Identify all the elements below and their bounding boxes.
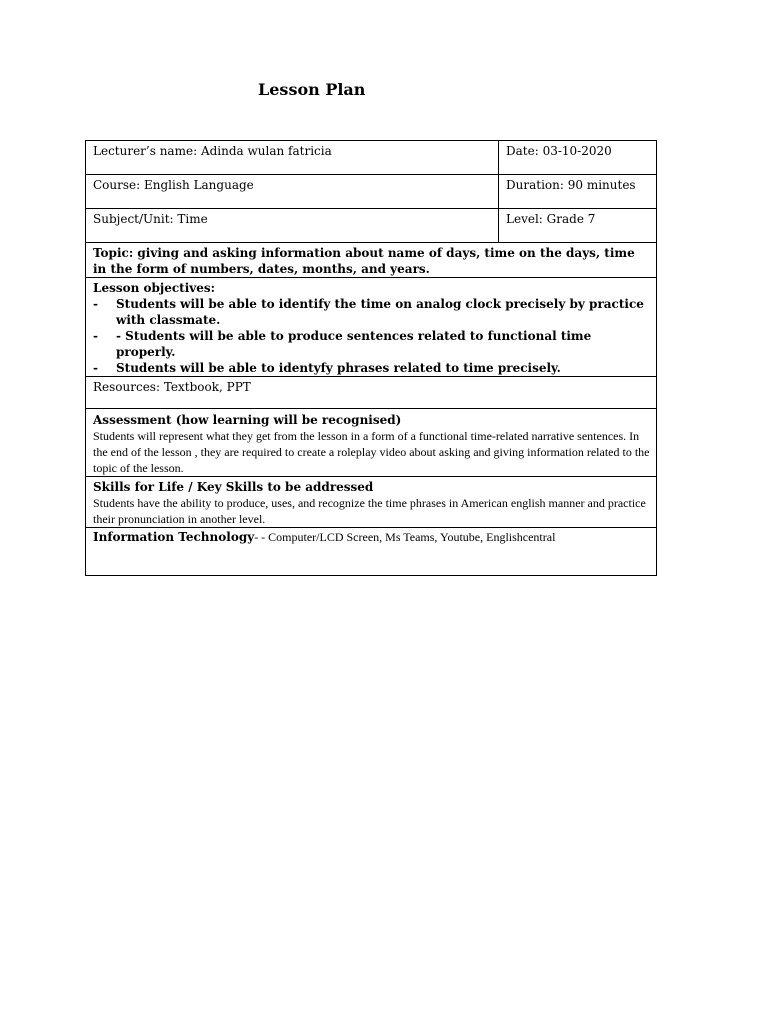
list-marker: - <box>93 329 98 343</box>
skills-text: Students have the ability to produce, uses, and recognize the time phrases in American english manner and practice their pronunciation in another level. <box>93 496 646 526</box>
table-row <box>86 528 657 576</box>
list-item <box>93 328 650 360</box>
objectives-label: Lesson objectives: <box>93 281 216 295</box>
assessment-cell <box>86 409 657 477</box>
date-cell <box>499 141 657 175</box>
subject-label: Subject/Unit: <box>93 212 174 226</box>
date-value: 03-10-2020 <box>542 144 612 158</box>
table-row <box>86 377 657 409</box>
objectives-list <box>93 296 650 376</box>
subject-value: Time <box>177 212 208 226</box>
topic-cell: Topic: giving and asking information about name of days, time on the days, time in the form of numbers, dates, months, and years. <box>86 243 657 278</box>
table-row <box>86 175 657 209</box>
subject-cell <box>86 209 499 243</box>
assessment-label: Assessment (how learning will be recognised) <box>93 413 402 427</box>
lecturer-label: Lecturer’s name: <box>93 144 198 158</box>
resources-cell <box>86 377 657 409</box>
date-label: Date: <box>506 144 539 158</box>
duration-label: Duration: <box>506 178 564 192</box>
resources-label: Resources: <box>93 380 161 394</box>
table-row <box>86 243 657 278</box>
resources-value: Textbook, PPT <box>163 380 251 394</box>
list-marker: - <box>93 297 98 311</box>
table-row <box>86 141 657 175</box>
page-title: Lesson Plan <box>258 80 366 99</box>
it-value: - - Computer/LCD Screen, Ms Teams, Youtube, Englishcentral <box>254 530 556 544</box>
objective-text: Students will be able to identify the time on analog clock precisely by practice with classmate. <box>116 297 644 327</box>
table-row <box>86 477 657 528</box>
course-cell <box>86 175 499 209</box>
list-item <box>93 296 650 328</box>
list-marker: - <box>93 361 98 375</box>
skills-cell <box>86 477 657 528</box>
objectives-cell <box>86 278 657 377</box>
table-row <box>86 209 657 243</box>
table-row <box>86 409 657 477</box>
it-label: Information Technology <box>93 530 255 544</box>
course-label: Course: <box>93 178 141 192</box>
course-value: English Language <box>144 178 254 192</box>
lecturer-value: Adinda wulan fatricia <box>200 144 332 158</box>
level-value: Grade 7 <box>546 212 596 226</box>
assessment-text: Students will represent what they get from the lesson in a form of a functional time-related narrative sentences. In the end of the lesson , they are required to create a roleplay video about asking and giving information related to the topic of the lesson. <box>93 429 650 475</box>
table-row <box>86 278 657 377</box>
list-item <box>93 360 650 376</box>
lesson-plan-table <box>85 140 657 576</box>
skills-label: Skills for Life / Key Skills to be addressed <box>93 480 374 494</box>
duration-cell <box>499 175 657 209</box>
objective-text: Students will be able to identyfy phrases related to time precisely. <box>116 361 561 375</box>
lecturer-cell <box>86 141 499 175</box>
duration-value: 90 minutes <box>567 178 636 192</box>
objective-text: - Students will be able to produce sentences related to functional time properly. <box>116 329 592 359</box>
level-cell <box>499 209 657 243</box>
level-label: Level: <box>506 212 543 226</box>
it-cell <box>86 528 657 576</box>
